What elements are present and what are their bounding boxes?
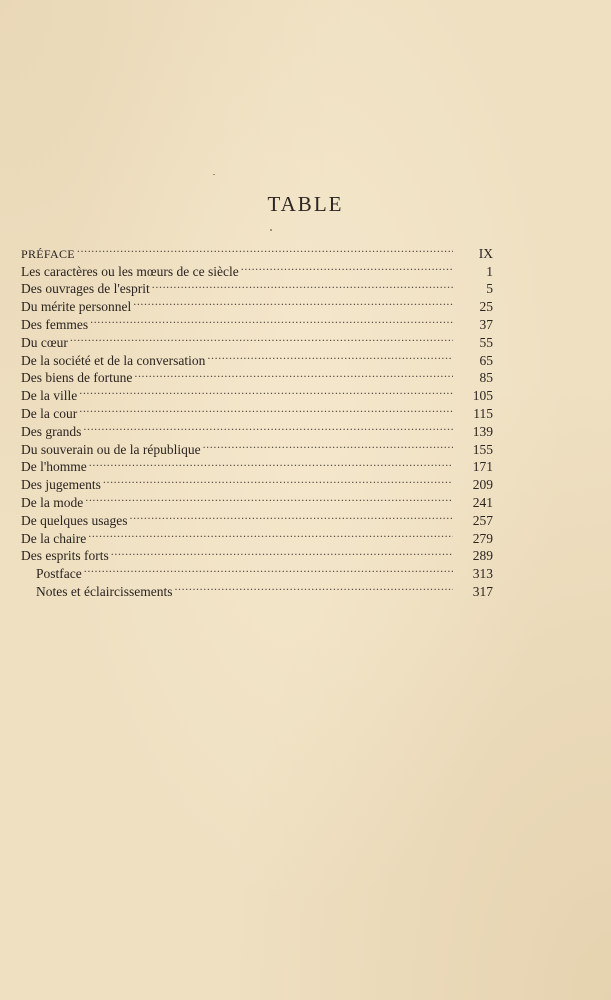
toc-entry-page: 289 bbox=[472, 548, 493, 564]
toc-leader-dots bbox=[152, 276, 453, 294]
toc-entry-label: Des grands bbox=[21, 423, 82, 439]
toc-entry bbox=[21, 454, 493, 475]
toc-leader-dots bbox=[70, 329, 453, 347]
toc-entry-page: IX bbox=[478, 245, 493, 261]
toc-entry-label: Notes et éclaircissements bbox=[36, 583, 173, 599]
toc-entry bbox=[21, 436, 493, 457]
toc-entry-label: Du mérite personnel bbox=[21, 299, 132, 315]
toc-entry-page: 5 bbox=[486, 281, 493, 297]
toc-entry-label: Du cœur bbox=[21, 334, 68, 350]
toc-leader-dots bbox=[84, 560, 453, 578]
table-of-contents bbox=[21, 240, 493, 599]
toc-entry-label: Des biens de fortune bbox=[21, 370, 133, 386]
toc-leader-dots bbox=[207, 347, 453, 365]
toc-entry-label: De la chaire bbox=[21, 530, 87, 546]
toc-entry-label: De la mode bbox=[21, 494, 84, 510]
toc-entry-label: Du souverain ou de la république bbox=[21, 441, 201, 457]
toc-entry-page: 279 bbox=[472, 530, 493, 546]
toc-entry-label: De quelques usages bbox=[21, 512, 128, 528]
toc-entry-label: Des ouvrages de l'esprit bbox=[21, 281, 150, 297]
toc-entry bbox=[21, 329, 493, 350]
toc-entry-label: PRÉFACE bbox=[21, 246, 75, 261]
toc-entry-label: Les caractères ou les mœurs de ce siècle bbox=[21, 263, 239, 279]
toc-entry-label: De l'homme bbox=[21, 459, 87, 475]
toc-entry-label: De la société et de la conversation bbox=[21, 352, 206, 368]
toc-entry-page: 209 bbox=[472, 477, 493, 493]
toc-entry-label: De la ville bbox=[21, 388, 78, 404]
toc-entry-label: Des femmes bbox=[21, 316, 89, 332]
toc-entry-page: 155 bbox=[472, 441, 493, 457]
toc-leader-dots bbox=[85, 489, 453, 507]
toc-entry bbox=[21, 347, 493, 368]
toc-entry-page: 171 bbox=[472, 459, 493, 475]
toc-entry bbox=[21, 382, 493, 404]
toc-entry-page: 25 bbox=[479, 299, 493, 315]
toc-entry-page: 105 bbox=[472, 388, 493, 404]
toc-entry bbox=[21, 578, 493, 599]
toc-leader-dots bbox=[103, 471, 453, 489]
toc-leader-dots bbox=[174, 578, 453, 596]
toc-entry-label: Postface bbox=[36, 566, 82, 582]
toc-leader-dots bbox=[79, 382, 453, 400]
page-title: TABLE bbox=[267, 192, 344, 216]
toc-entry bbox=[21, 560, 493, 582]
toc-entry bbox=[21, 507, 493, 528]
toc-entry-page: 85 bbox=[479, 370, 493, 386]
toc-leader-dots bbox=[83, 418, 453, 436]
toc-leader-dots bbox=[129, 507, 453, 525]
toc-leader-dots bbox=[77, 240, 453, 258]
toc-entry-page: 55 bbox=[479, 334, 493, 350]
toc-leader-dots bbox=[79, 400, 453, 418]
toc-entry-label: Des jugements bbox=[21, 477, 101, 493]
toc-entry bbox=[21, 471, 493, 493]
toc-entry-page: 37 bbox=[479, 316, 493, 332]
toc-entry-label: De la cour bbox=[21, 405, 78, 421]
toc-leader-dots bbox=[88, 525, 453, 543]
ink-speck bbox=[270, 229, 272, 231]
toc-entry bbox=[21, 543, 493, 564]
toc-entry-page: 313 bbox=[472, 566, 493, 582]
toc-leader-dots bbox=[241, 258, 453, 276]
toc-entry bbox=[21, 311, 493, 332]
toc-entry bbox=[21, 240, 493, 261]
toc-leader-dots bbox=[89, 454, 453, 472]
toc-entry-page: 139 bbox=[472, 423, 493, 439]
toc-entry-page: 317 bbox=[472, 583, 493, 599]
toc-entry bbox=[21, 525, 493, 546]
toc-entry bbox=[21, 400, 493, 421]
toc-entry-page: 241 bbox=[472, 494, 493, 510]
toc-entry-page: 257 bbox=[472, 512, 493, 528]
toc-leader-dots bbox=[111, 543, 453, 561]
toc-entry-page: 115 bbox=[473, 405, 493, 421]
toc-leader-dots bbox=[90, 311, 453, 329]
toc-entry-page: 65 bbox=[479, 352, 493, 368]
toc-entry bbox=[21, 489, 493, 510]
toc-entry-label: Des esprits forts bbox=[21, 548, 109, 564]
ink-speck bbox=[213, 174, 215, 175]
toc-entry bbox=[21, 418, 493, 439]
toc-leader-dots bbox=[203, 436, 453, 454]
toc-leader-dots bbox=[134, 365, 453, 383]
toc-leader-dots bbox=[133, 293, 453, 311]
toc-entry-page: 1 bbox=[486, 263, 493, 279]
toc-entry bbox=[21, 258, 493, 279]
